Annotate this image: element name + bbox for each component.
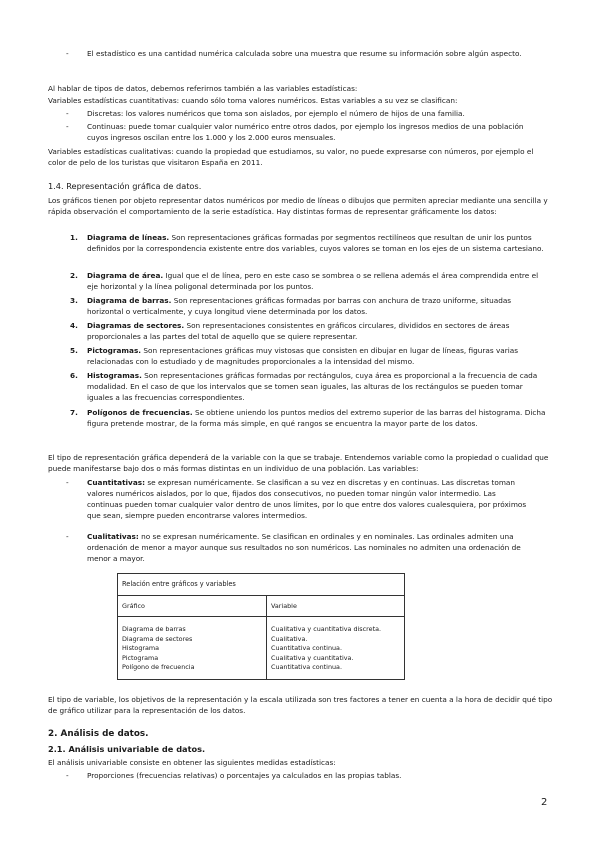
list-item-title: Diagramas de sectores. — [87, 321, 185, 330]
list-number: 3. — [70, 296, 78, 305]
list-item-sector-diagram — [87, 320, 547, 342]
bullet-dash: - — [66, 478, 69, 487]
list-item-text: Son representaciones gráficas formadas por segmentos rectilíneos que resultan de unir los puntos definidos por la correspondencia existente entre dos variables, cuyos valores se toman en los ejes de un sistema cartesiano. — [87, 233, 544, 253]
list-number: 6. — [70, 371, 78, 380]
table-cell: Histograma — [122, 644, 160, 652]
list-item-text: Son representaciones gráficas muy vistosas que consisten en dibujar en lugar de líneas, figuras varias relacionadas con lo estudiado y de magnitudes proporcionales a la intensidad del mismo. — [87, 346, 519, 366]
list-item-text: Son representaciones gráficas formadas por barras con anchura de trazo uniforme, situadas horizontal o verticalmente, y cuya longitud viene determinada por los datos. — [87, 296, 512, 316]
table-column-graphs — [118, 617, 267, 680]
bullet-title: Cualitativas: — [87, 532, 139, 541]
list-item-title: Pictogramas. — [87, 346, 142, 355]
table-cell: Cualitativa y cuantitativa. — [271, 653, 354, 662]
table-cell: Diagrama de barras — [122, 625, 186, 633]
table-cell: Polígono de frecuencia — [122, 663, 195, 671]
list-item-title: Diagrama de área. — [87, 271, 164, 280]
table-caption: Relación entre gráficos y variables — [118, 574, 405, 596]
section-2-1-intro: El análisis univariable consiste en obtener las siguientes medidas estadísticas: — [48, 758, 336, 767]
table-cell: Pictograma — [122, 653, 159, 662]
list-item-title: Polígonos de frecuencias. — [87, 408, 193, 417]
bullet-text: no se expresan numéricamente. Se clasifican en ordinales y en nominales. Las ordinales admiten una ordenación de menor a mayor aunque sus resultados no son numéricos. Las nominales no admiten una ordenación de menor a mayor. — [87, 532, 521, 563]
section-1-4-intro: Los gráficos tienen por objeto representar datos numéricos por medio de líneas o dibujos que permiten apreciar mediante una sencilla y rápida observación el comportamiento de la serie estadística. Hay distintas formas de representar gráficamente los datos: — [48, 196, 548, 216]
bullet-dash: - — [66, 122, 69, 131]
list-item-histograms — [87, 370, 547, 403]
list-number: 2. — [70, 271, 78, 280]
table-caption-row — [118, 574, 405, 596]
bullet-quantitative — [87, 477, 527, 521]
table-cell: Cualitativa. — [271, 634, 308, 643]
bullet-dash: - — [66, 771, 69, 780]
list-item-pictograms — [87, 345, 547, 367]
page-number: 2 — [541, 797, 548, 808]
list-item-text: Son representaciones gráficas formadas por rectángulos, cuya área es proporcional a la frecuencia de cada modalidad. En el caso de que los intervalos que se tomen sean iguales, las alturas de los rectángulos se pueden tomar iguales a las frecuencias correspondientes. — [87, 371, 538, 402]
table-column-variables — [267, 617, 405, 680]
variable-paragraph: El tipo de representación gráfica dependerá de la variable con la que se trabaje. Entendemos variable como la propiedad o cualidad que puede manifestarse bajo dos o más formas distintas en un individuo de una población. Las variables: — [48, 453, 549, 473]
list-item-line-diagram — [87, 232, 547, 254]
section-heading-2-1: 2.1. Análisis univariable de datos. — [48, 744, 206, 754]
list-item-text: Igual que el de línea, pero en este caso se sombrea o se rellena además el área comprendida entre el eje horizontal y la línea poligonal determinada por los puntos. — [87, 271, 539, 291]
list-item-area-diagram — [87, 270, 547, 292]
bullet-dash: - — [66, 532, 69, 541]
list-item-text: Se obtiene uniendo los puntos medios del extremo superior de las barras del histograma. Dicha figura pretende mostrar, de la forma más simple, en qué rangos se encuentra la mayor parte de los datos. — [87, 408, 546, 428]
graph-variable-table — [117, 573, 405, 680]
table-cell: Cuantitativa continua. — [271, 663, 342, 671]
bullet-dash: - — [66, 109, 69, 118]
list-number: 4. — [70, 321, 78, 330]
bullet-statistic-definition: El estadístico es una cantidad numérica calculada sobre una muestra que resume su información sobre algún aspecto. — [87, 49, 522, 58]
table-cell: Cuantitativa continua. — [271, 644, 342, 652]
list-item-bar-diagram — [87, 295, 547, 317]
list-item-title: Diagrama de barras. — [87, 296, 172, 305]
closing-paragraph: El tipo de variable, los objetivos de la representación y la escala utilizada son tres factores a tener en cuenta a la hora de decidir qué tipo de gráfico utilizar para la representación de los datos. — [48, 695, 553, 715]
bullet-title: Cuantitativas: — [87, 478, 146, 487]
list-item-title: Histogramas. — [87, 371, 142, 380]
list-number: 7. — [70, 408, 78, 417]
table-row — [118, 617, 405, 680]
section-heading-2: 2. Análisis de datos. — [48, 729, 149, 739]
bullet-proportions: Proporciones (frecuencias relativas) o porcentajes ya calculados en las propias tablas. — [87, 771, 402, 780]
bullet-discrete: Discretas: los valores numéricos que toma son aislados, por ejemplo el número de hijos de una familia. — [87, 109, 465, 118]
table-header-row — [118, 595, 405, 617]
list-number: 1. — [70, 233, 78, 242]
table-header-graph: Gráfico — [118, 595, 267, 617]
list-item-frequency-polygons — [87, 407, 547, 429]
table-cell: Cualitativa y cuantitativa discreta. — [271, 625, 382, 633]
intro-line-quantitative: Variables estadísticas cuantitativas: cuando sólo toma valores numéricos. Estas variables a su vez se clasifican: — [48, 96, 458, 105]
bullet-text: se expresan numéricamente. Se clasifican a su vez en discretas y en continuas. Las discretas toman valores numéricos aislados, por lo que, fijados dos consecutivos, no pueden tomar ningún valor intermedio. Las continuas pueden tomar cualquier valor dentro de unos límites, por lo que entre dos valores cualesquiera, por próximos que sean, siempre pueden encontrarse valores intermedios. — [87, 478, 527, 520]
list-item-text: Son representaciones consistentes en gráficos circulares, divididos en sectores de áreas proporcionales a las partes del total de aquello que se quiere representar. — [87, 321, 510, 341]
section-heading-1-4: 1.4. Representación gráfica de datos. — [48, 181, 202, 191]
table-header-variable: Variable — [267, 595, 405, 617]
qualitative-paragraph: Variables estadísticas cualitativas: cuando la propiedad que estudiamos, su valor, no puede expresarse con números, por ejemplo el color de pelo de los turistas que visitaron España en 2011. — [48, 147, 534, 167]
intro-line-data-types: Al hablar de tipos de datos, debemos referirnos también a las variables estadísticas: — [48, 84, 358, 93]
bullet-dash: - — [66, 49, 69, 58]
list-item-title: Diagrama de líneas. — [87, 233, 170, 242]
bullet-qualitative — [87, 531, 527, 564]
bullet-continuous: Continuas: puede tomar cualquier valor numérico entre otros dados, por ejemplo los ingresos medios de una población cuyos ingresos oscilan entre los 1.000 y los 2.000 euros mensuales. — [87, 122, 524, 142]
table-cell: Diagrama de sectores — [122, 634, 193, 643]
list-number: 5. — [70, 346, 78, 355]
